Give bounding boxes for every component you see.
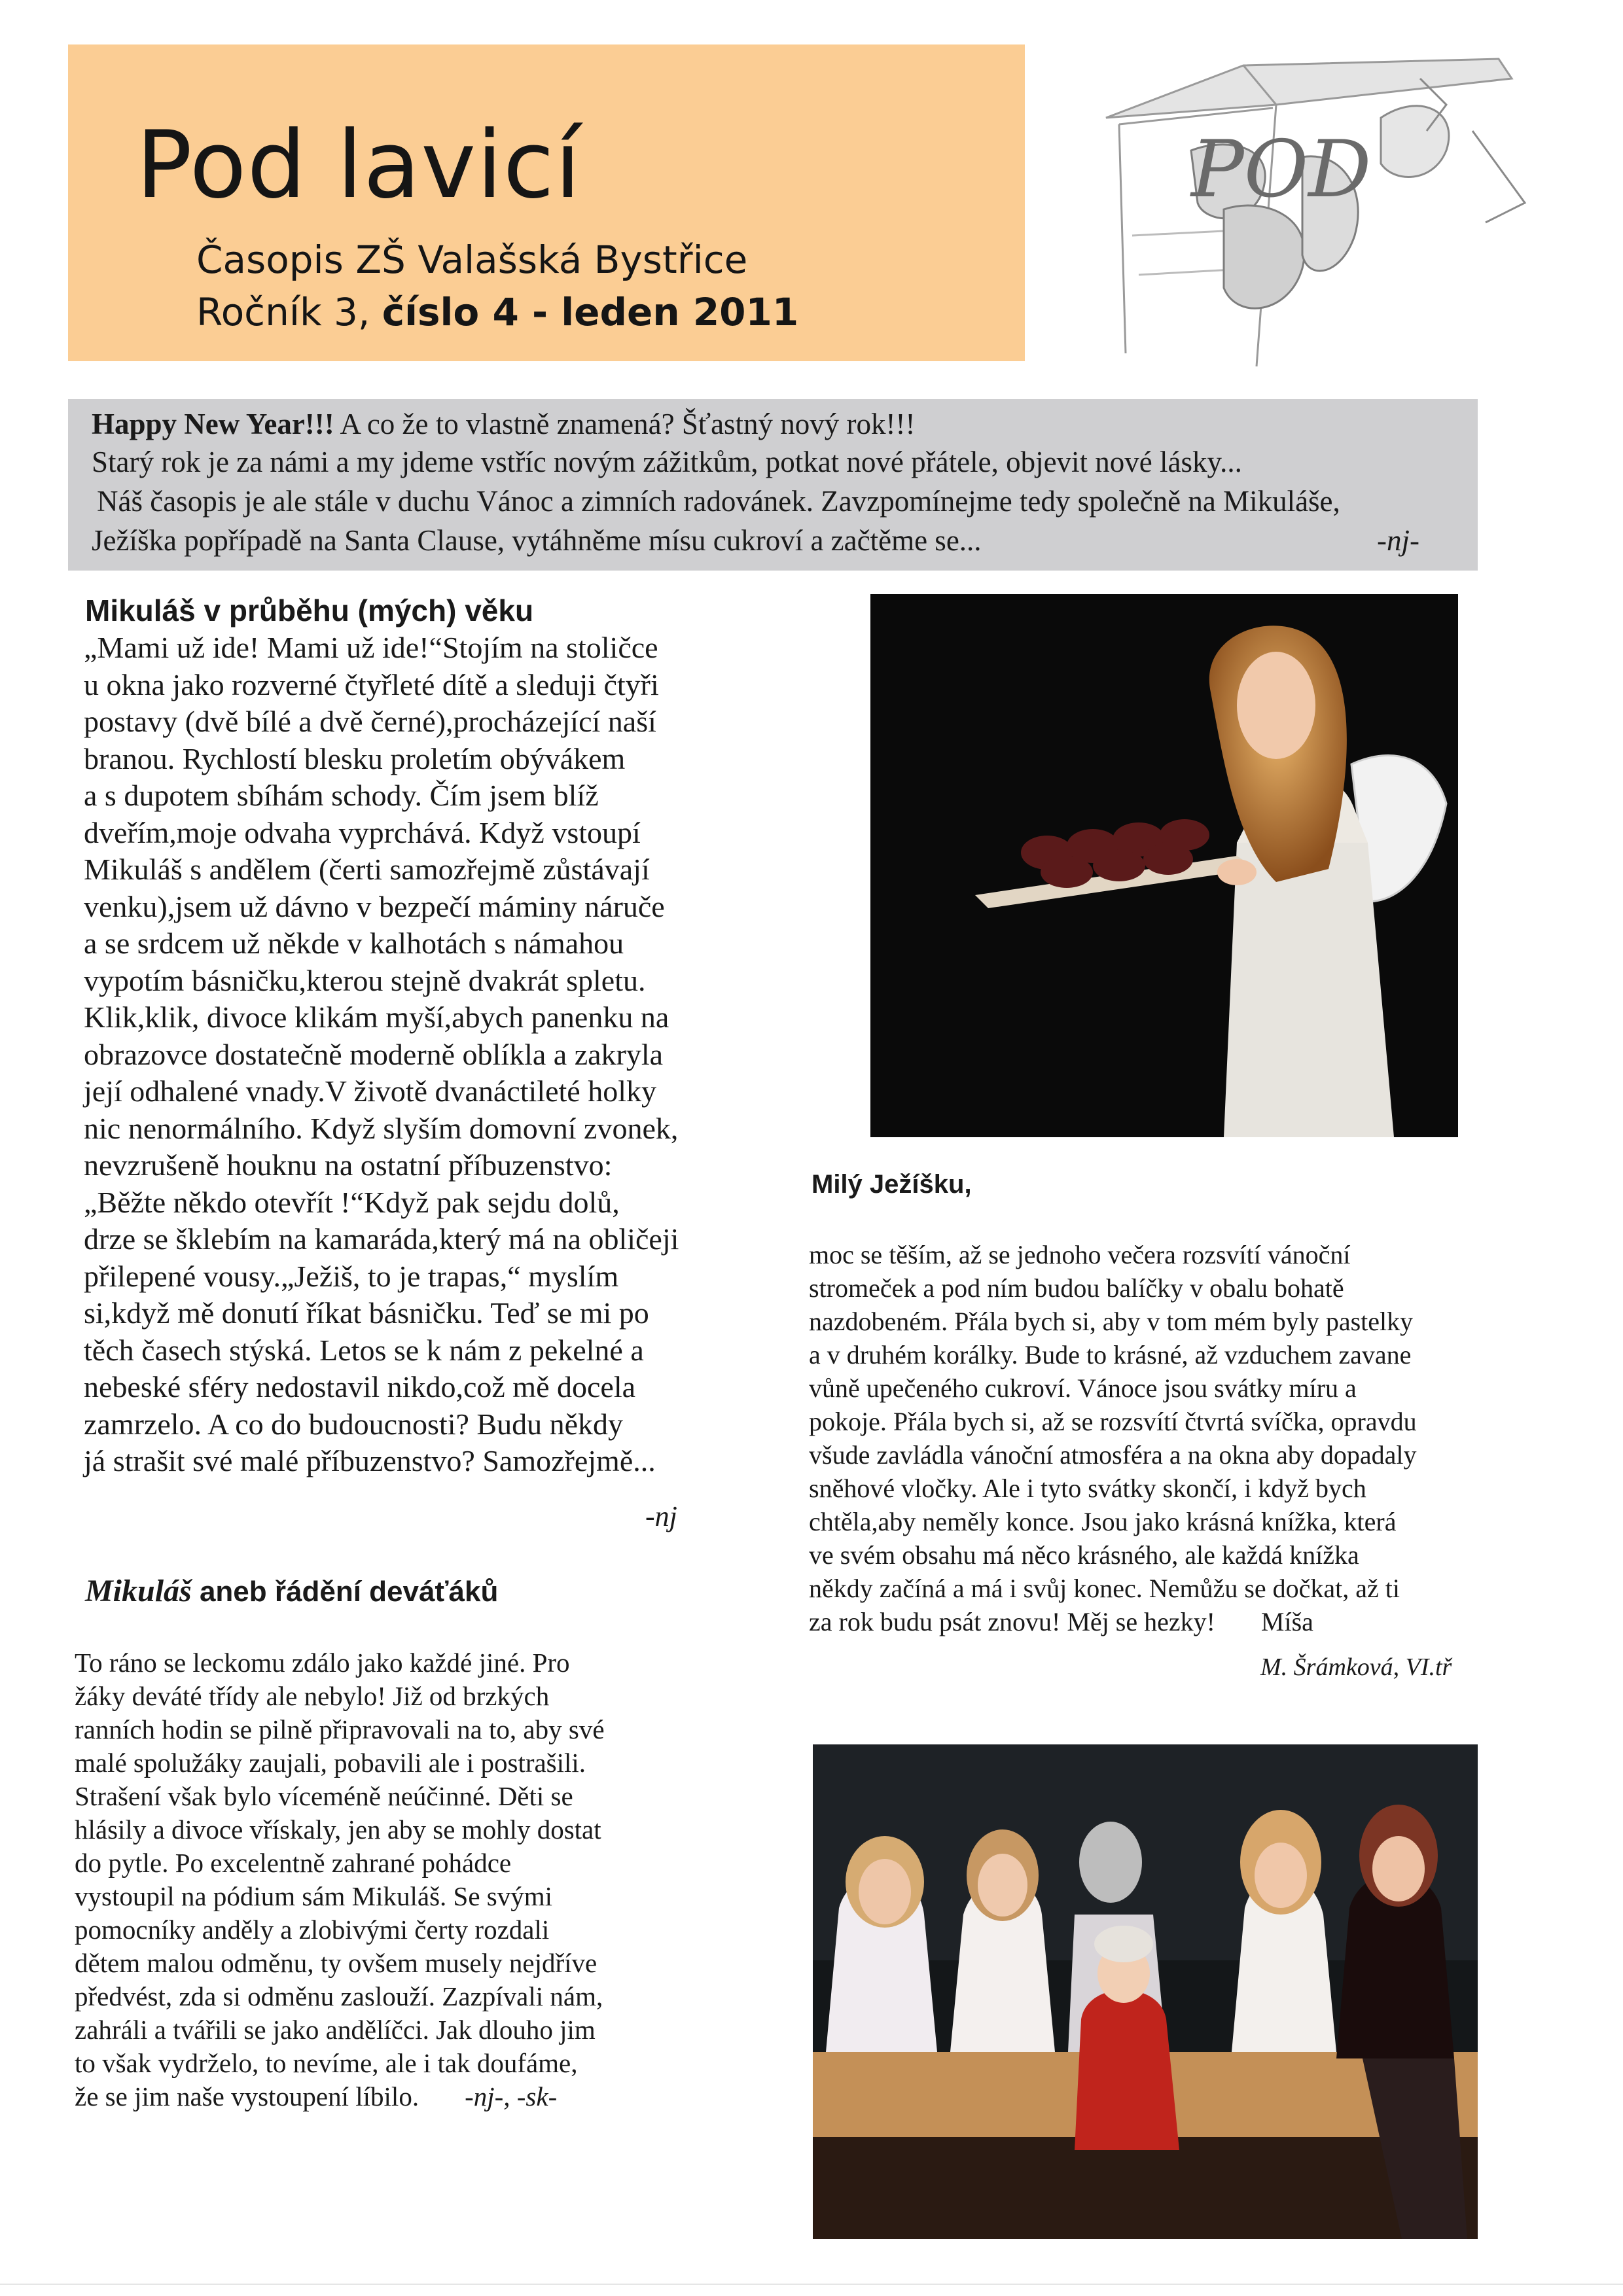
- text-line: zamrzelo. A co do budoucnosti? Budu někdy: [84, 1407, 624, 1441]
- page-bottom-rule: [0, 2284, 1623, 2285]
- text-line: nebeské sféry nedostavil nikdo,což mě docela: [84, 1370, 636, 1404]
- article-mikulas-signature: -nj: [645, 1500, 677, 1532]
- intro-signature: -nj-: [1377, 524, 1419, 557]
- text-line: chtěla,aby neměly konce. Jsou jako krásná knížka, která: [809, 1507, 1397, 1536]
- letter-jezisek-body: [809, 1238, 1417, 1638]
- text-line: to však vydrželo, to nevíme, ale i tak doufáme,: [75, 2048, 578, 2078]
- text-line: [75, 2080, 605, 2113]
- text-line: těch časech stýská. Letos se k nám z pekelné a: [84, 1333, 644, 1367]
- last-line-text: za rok budu psát znovu! Měj se hezky!: [809, 1607, 1215, 1636]
- text-line: nevzrušeně houknu na ostatní příbuzenstvo:: [84, 1148, 613, 1182]
- text-line: dětem malou odměnu, ty ovšem musely nejdříve: [75, 1948, 597, 1978]
- text-line: [809, 1605, 1417, 1638]
- intro-lead: Happy New Year!!!: [92, 408, 334, 440]
- text-line: malé spolužáky zaujali, pobavili ale i postrašili.: [75, 1748, 586, 1778]
- text-line: To ráno se leckomu zdálo jako každé jiné. Pro: [75, 1648, 570, 1678]
- text-line: Mikuláš s andělem (čerti samozřejmě zůstávají: [84, 853, 650, 886]
- text-line: Strašení však bylo víceméně neúčinné. Děti se: [75, 1781, 573, 1811]
- intro-line-3: Náš časopis je ale stále v duchu Vánoc a zimních radovánek. Zavzpomínejme tedy společně na Mikuláše,: [97, 485, 1340, 518]
- text-line: zahráli a tvářili se jako andělíčci. Jak dlouho jim: [75, 2015, 596, 2045]
- text-line: vystoupil na pódium sám Mikuláš. Se svými: [75, 1881, 553, 1911]
- text-line: a se srdcem už někde v kalhotách s námahou: [84, 927, 624, 960]
- text-line: nazdobeném. Přála bych si, aby v tom mém byly pastelky: [809, 1307, 1414, 1336]
- article-mikulas-heading: Mikuláš v průběhu (mých) věku: [85, 593, 534, 627]
- angel-photo: [870, 594, 1458, 1137]
- text-line: u okna jako rozverné čtyřleté dítě a sleduji čtyři: [84, 667, 659, 701]
- text-line: dveřím,moje odvaha vyprchává. Když vstoupí: [84, 815, 641, 849]
- letter-author-name: Míša: [1260, 1607, 1313, 1636]
- pod-lavici-logo: [1027, 39, 1564, 380]
- issue-info: [196, 290, 799, 334]
- text-line: předvést, zda si odměnu zaslouží. Zazpívali nám,: [75, 1981, 603, 2011]
- text-line: moc se těším, až se jednoho večera rozsvítí vánoční: [809, 1240, 1351, 1269]
- article-devataci-body: [75, 1646, 605, 2113]
- text-line: přilepené vousy.„Ježiš, to je trapas,“ myslím: [84, 1259, 619, 1293]
- text-line: stromeček a pod ním budou balíčky v obalu bohatě: [809, 1273, 1344, 1303]
- article-devataci-heading: Mikuláš aneb řádění deváťáků: [85, 1574, 499, 1608]
- logo-lettering: POD: [1191, 124, 1372, 215]
- text-line: vůně upečeného cukroví. Vánoce jsou svátky míru a: [809, 1373, 1357, 1403]
- text-line: někdy začíná a má i svůj konec. Nemůžu se dočkat, až ti: [809, 1574, 1400, 1603]
- text-line: postavy (dvě bílé a dvě černé),procházející naší: [84, 705, 656, 738]
- text-line: všude zavládla vánoční atmosféra a na okna aby dopadaly: [809, 1440, 1417, 1470]
- text-line: „Běžte někdo otevřít !“Když pak sejdu dolů,: [84, 1185, 620, 1219]
- text-line: Klik,klik, divoce klikám myší,abych panenku na: [84, 1000, 669, 1034]
- intro-box: [68, 399, 1478, 571]
- text-line: obrazovce dostatečně moderně oblíkla a zakryla: [84, 1037, 664, 1071]
- text-line: a v druhém korálky. Bude to krásné, až vzduchem zavane: [809, 1340, 1412, 1369]
- text-line: branou. Rychlostí blesku proletím obývákem: [84, 741, 626, 775]
- issue-number: číslo 4 - leden 2011: [382, 290, 799, 334]
- text-line: žáky deváté třídy ale nebylo! Již od brzkých: [75, 1681, 550, 1711]
- text-line: pokoje. Přála bych si, až se rozsvítí čtvrtá svíčka, opravdu: [809, 1407, 1417, 1436]
- text-line: hlásily a divoce vřískaly, jen aby se mohly dostat: [75, 1814, 601, 1845]
- article-mikulas-body: [84, 629, 679, 1480]
- intro-line-1: Happy New Year!!! A co že to vlastně znamená? Šťastný nový rok!!!: [92, 408, 916, 440]
- text-line: do pytle. Po excelentně zahrané pohádce: [75, 1848, 512, 1878]
- stage-group-photo: [813, 1744, 1478, 2239]
- text-line: drze se šklebím na kamaráda,který má na obličeji: [84, 1222, 679, 1256]
- intro-line-4: Ježíška popřípadě na Santa Clause, vytáhněme mísu cukroví a začtěme se...: [92, 524, 982, 557]
- text-line: vypotím básničku,kterou stejně dvakrát spletu.: [84, 963, 646, 997]
- text-line: „Mami už ide! Mami už ide!“Stojím na stoličce: [84, 631, 658, 664]
- last-line-text: že se jim naše vystoupení líbilo.: [75, 2081, 419, 2111]
- magazine-subtitle: Časopis ZŠ Valašská Bystřice: [196, 238, 748, 282]
- intro-line-2: Starý rok je za námi a my jdeme vstříc novým zážitkům, potkat nové přátele, objevit nové lásky...: [92, 446, 1242, 478]
- letter-jezisek-heading: Milý Ježíšku,: [812, 1170, 972, 1199]
- magazine-title: Pod lavicí: [136, 111, 582, 219]
- article-devataci-signature: -nj-, -sk-: [465, 2081, 558, 2111]
- heading-script-word: Mikuláš: [85, 1574, 192, 1608]
- text-line: venku),jsem už dávno v bezpečí máminy náruče: [84, 889, 665, 923]
- text-line: pomocníky anděly a zlobivými čerty rozdali: [75, 1915, 550, 1945]
- text-line: nic nenormálního. Když slyším domovní zvonek,: [84, 1111, 679, 1145]
- text-line: sněhové vločky. Ale i tyto svátky skončí, i když bych: [809, 1474, 1366, 1503]
- text-line: si,když mě donutí říkat básničku. Teď se mi po: [84, 1296, 649, 1330]
- text-line: a s dupotem sbíhám schody. Čím jsem blíž: [84, 779, 599, 812]
- issue-volume: Ročník 3,: [196, 290, 370, 334]
- letter-jezisek-signature: M. Šrámková, VI.tř: [1260, 1653, 1452, 1681]
- text-line: já strašit své malé příbuzenstvo? Samozřejmě...: [84, 1444, 656, 1477]
- text-line: ve svém obsahu má něco krásného, ale každá knížka: [809, 1540, 1359, 1570]
- text-line: její odhalené vnady.V životě dvanáctileté holky: [84, 1074, 656, 1108]
- text-line: ranních hodin se pilně připravovali na to, aby své: [75, 1714, 605, 1744]
